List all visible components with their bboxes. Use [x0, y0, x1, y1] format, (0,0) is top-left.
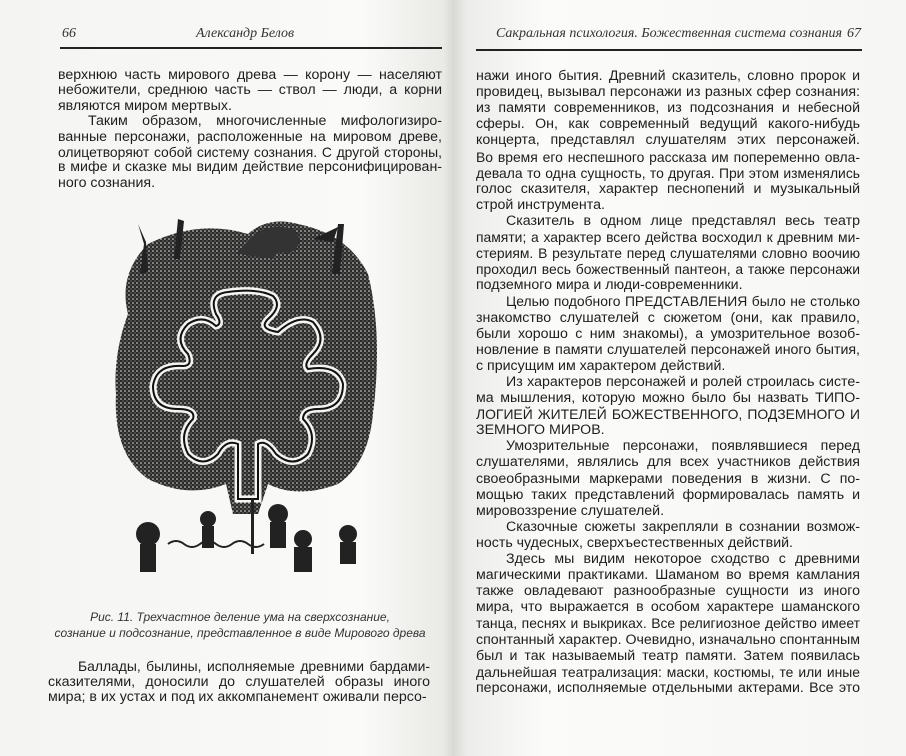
- text-line: ного сознания.: [58, 174, 156, 191]
- text-line: проходил весь божественный пантеон, а также персонажи: [476, 261, 860, 278]
- page-number-right: 67: [847, 26, 861, 41]
- text-line: в мифе и сказке мы видим действие персонифицирован-: [58, 159, 442, 176]
- text-line: мировоззрение слушателей.: [476, 502, 665, 519]
- figure-caption-line-1: Рис. 11. Трехчастное деление ума на сверхсознание,: [90, 610, 390, 624]
- text-line: сказителями, доносили до слушателей образы иного: [48, 673, 430, 690]
- page-number-left: 66: [62, 26, 76, 41]
- text-line: памяти; а характер всего действа восходил к древним ми-: [476, 229, 860, 245]
- text-line: Из характеров персонажей и ролей строилась систе-: [506, 373, 860, 390]
- text-line: ЗЕМНОГО МИРОВ.: [476, 422, 605, 439]
- text-line: Баллады, былины, исполняемые древними бардами-: [78, 658, 430, 674]
- text-line: новление в памяти слушателей персонажей иного бытия,: [476, 341, 860, 358]
- text-line: подземного мира и люди-современники.: [476, 277, 743, 294]
- right-page: [458, 0, 906, 756]
- text-line: Здесь мы видим некоторое сходство с древними: [506, 551, 860, 567]
- text-line: стериям. В результате перед слушателями словно воочию: [476, 245, 860, 262]
- text-line: Умозрительные персонажи, появлявшиеся перед: [506, 438, 860, 455]
- text-line: мира, что выражается в особом характере шаманского: [476, 599, 860, 616]
- text-line: ность чудесных, сверхъестественных действий.: [476, 534, 793, 551]
- text-line: являются миром мертвых.: [58, 97, 232, 114]
- text-line: голос сказителя, характер песнопений и музыкальный: [476, 180, 860, 197]
- text-line: олицетворяют собой систему сознания. С другой стороны,: [58, 144, 442, 160]
- text-line: из памяти современников, из подсознания и небесной: [476, 100, 860, 117]
- text-line: также овладевают разнообразные сущности из иного: [476, 583, 860, 600]
- text-line: строй инструмента.: [476, 196, 605, 213]
- text-line: с присущим им характером действий.: [476, 357, 726, 374]
- text-line: знакомство слушателей с сюжетом (они, как правило,: [476, 309, 860, 326]
- header-rule-left: [60, 47, 442, 49]
- text-line: персонажи, исполняемые отдельными актерами. Все это: [476, 679, 860, 696]
- text-line: провидец, вызывал персонажи из разных сфер сознания:: [476, 84, 860, 101]
- text-line: ванные персонажи, расположенные на мировом древе,: [58, 128, 442, 145]
- figure-caption-line-2: сознание и подсознание, представленное в виде Мирового древа: [54, 626, 426, 640]
- running-head-left: Александр Белов: [196, 26, 295, 41]
- text-line: нажи иного бытия. Древний сказитель, словно пророк и: [476, 68, 860, 84]
- text-line: был и так называемый театр памяти. Затем появилась: [476, 647, 860, 664]
- text-line: Во время его неспешного рассказа им попеременно овла-: [476, 148, 860, 165]
- world-tree-illustration: [108, 214, 384, 576]
- text-line: своеобразными маркерами поведения в жизни. С по-: [476, 470, 860, 487]
- text-line: танца, песнях и выкриках. Все религиозное действо имеет: [476, 615, 860, 632]
- text-line: ма мышления, которую можно было бы назвать ТИПО-: [476, 390, 860, 406]
- text-line: магическими практиками. Шаманом во время камлания: [476, 567, 860, 584]
- text-line: верхнюю часть мирового древа — корону — населяют: [58, 67, 442, 83]
- running-head-right: Сакральная психология. Божественная система сознания: [496, 26, 843, 41]
- text-line: спонтанный характер. Очевидно, изначально спонтанным: [476, 631, 860, 648]
- text-line: небожители, среднюю часть — ствол — люди, а корни: [58, 82, 442, 99]
- left-page: [0, 0, 442, 756]
- text-line: Таким образом, многочисленные мифологизиро-: [88, 113, 442, 130]
- text-line: мира; в их устах и под их аккомпанемент оживали персо-: [48, 689, 427, 706]
- text-line: слушателями, являлись для всех участников действия: [476, 454, 860, 471]
- text-line: Сказитель в одном лице представлял весь театр: [506, 212, 860, 229]
- text-line: ЛОГИЕЙ ЖИТЕЛЕЙ БОЖЕСТВЕННОГО, ПОДЗЕМНОГО И: [476, 406, 860, 423]
- header-rule-right: [476, 49, 862, 51]
- text-line: сферы. Он, как современный ведущий какого-нибудь: [476, 116, 860, 133]
- text-line: были хорошо с ним знакомы), а умозрительное возоб-: [476, 325, 860, 342]
- text-line: мощью таких представлений формировалась память и: [476, 486, 860, 503]
- text-line: концерта, представлял слушателям этих персонажей.: [476, 132, 860, 149]
- text-line: девала то одна сущность, то другая. При этом изменялись: [476, 164, 860, 181]
- text-line: Сказочные сюжеты закрепляли в сознании возмож-: [506, 518, 860, 535]
- text-line: Целью подобного ПРЕДСТАВЛЕНИЯ было не столько: [506, 293, 860, 310]
- text-line: дальнейшая театрализация: маски, костюмы, те или иные: [476, 663, 860, 680]
